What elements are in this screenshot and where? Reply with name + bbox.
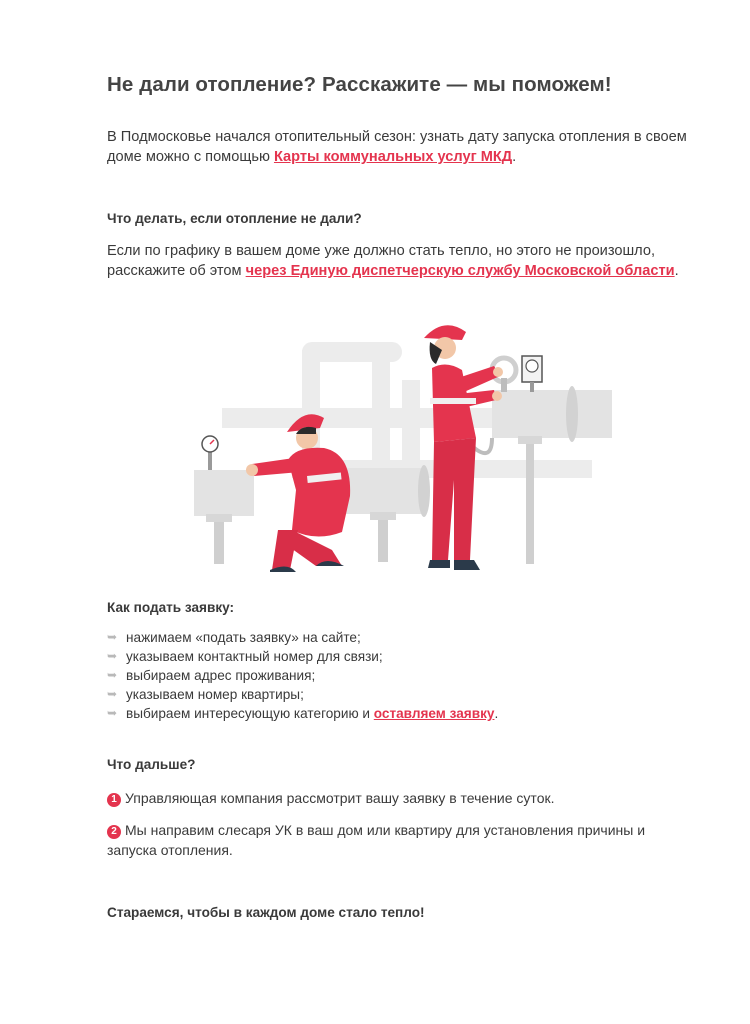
intro-text: В Подмосковье начался отопительный сезон: узнать дату запуска отопления в своем доме можно с помощью [107, 129, 687, 165]
how-to-heading: Как подать заявку: [107, 600, 235, 615]
no-heat-after: . [674, 263, 679, 279]
step-text: выбираем интересующую категорию и [126, 706, 374, 721]
number-badge: 2 [107, 825, 121, 839]
step-text: указываем контактный номер для связи; [126, 649, 383, 664]
next-item-1 [107, 788, 687, 808]
list-item [107, 685, 498, 704]
step-after: . [494, 706, 499, 721]
arrow-icon: ➥ [107, 706, 118, 720]
step-text: указываем номер квартиры; [126, 687, 304, 702]
page-title: Не дали отопление? Расскажите — мы поможем! [107, 73, 612, 96]
step-text: нажимаем «подать заявку» на сайте; [126, 630, 361, 645]
arrow-icon: ➥ [107, 649, 118, 663]
next-item-text: Управляющая компания рассмотрит вашу заявку в течение суток. [125, 790, 555, 806]
step-text: выбираем адрес проживания; [126, 668, 316, 683]
mkd-map-link[interactable]: Карты коммунальных услуг МКД [273, 149, 513, 165]
no-heat-heading: Что делать, если отопление не дали? [107, 211, 362, 226]
list-item [107, 666, 498, 685]
middle-pipe [342, 465, 430, 562]
intro-paragraph [107, 127, 687, 167]
left-pipe [194, 470, 254, 564]
plumbers-illustration [192, 320, 612, 578]
arrow-icon: ➥ [107, 630, 118, 644]
gauge-icon [522, 356, 542, 392]
kneeling-worker [246, 414, 350, 572]
next-item-text: Мы направим слесаря УК в ваш дом или квартиру для установления причины и запуска отопления. [107, 822, 646, 858]
intro-after: . [512, 149, 517, 165]
gauge-icon [202, 436, 218, 470]
list-item [107, 628, 498, 647]
arrow-icon: ➥ [107, 687, 118, 701]
list-item [107, 704, 498, 723]
steps-list [107, 628, 498, 723]
dispatch-service-link[interactable]: через Единую диспетчерскую службу Московской области [245, 263, 675, 279]
submit-request-link[interactable]: оставляем заявку [373, 706, 495, 721]
no-heat-text: Если по графику в вашем доме уже должно стать тепло, но этого не произошло, расскажите об этом [107, 243, 656, 279]
list-item [107, 647, 498, 666]
next-item-2 [107, 820, 687, 860]
closing-text: Стараемся, чтобы в каждом доме стало тепло! [107, 905, 425, 920]
arrow-icon: ➥ [107, 668, 118, 682]
no-heat-paragraph [107, 241, 687, 281]
next-heading: Что дальше? [107, 757, 196, 772]
number-badge: 1 [107, 793, 121, 807]
